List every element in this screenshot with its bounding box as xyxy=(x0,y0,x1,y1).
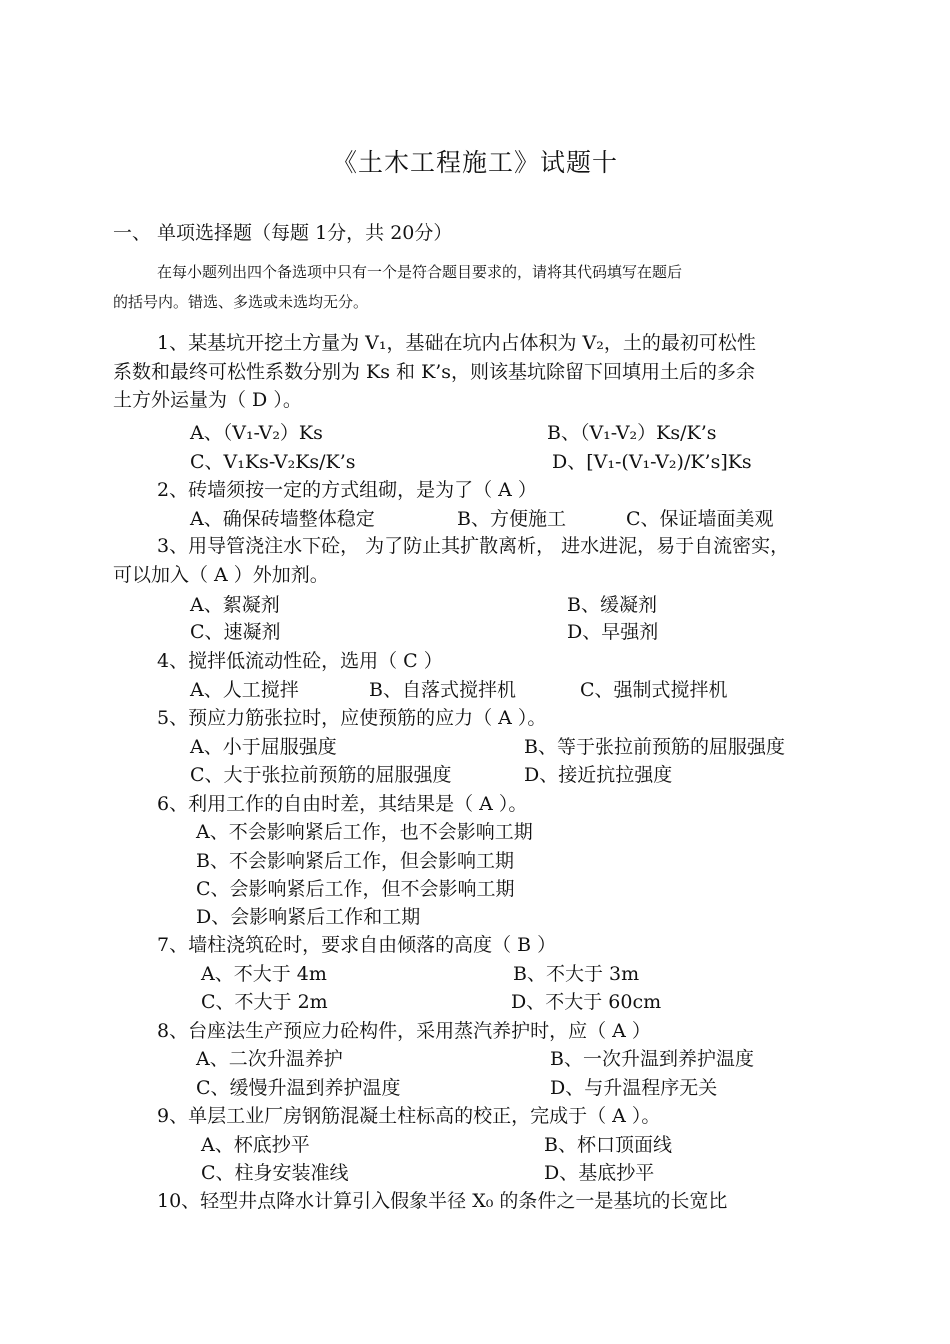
section-heading: 一、 单项选择题（每题 1分，共 20分） xyxy=(113,222,453,244)
q1-option-d: D、[V₁-(V₁-V₂)/K’s]Ks xyxy=(552,451,752,473)
q4-option-a: A、人工搅拌 xyxy=(190,679,299,701)
question-6: 6、利用工作的自由时差，其结果是（ A ）。 xyxy=(157,793,528,815)
q1-option-b: B、（V₁-V₂）Ks/K’s xyxy=(547,422,717,444)
q3-option-d: D、早强剂 xyxy=(567,621,659,643)
q8-option-d: D、与升温程序无关 xyxy=(550,1077,718,1099)
question-1-line-1: 1、某基坑开挖土方量为 V₁，基础在坑内占体积为 V₂，土的最初可松性 xyxy=(157,332,756,354)
q2-option-c: C、保证墙面美观 xyxy=(626,508,774,530)
question-1-line-2: 系数和最终可松性系数分别为 Ks 和 K’s，则该基坑除留下回填用土后的多余 xyxy=(113,360,756,383)
question-1-line-3: 土方外运量为（ D ）。 xyxy=(113,389,302,411)
question-10: 10、轻型井点降水计算引入假象半径 X₀ 的条件之一是基坑的长宽比 xyxy=(157,1190,728,1212)
question-2: 2、砖墙须按一定的方式组砌，是为了（ A ） xyxy=(157,479,537,501)
q2-option-b: B、方便施工 xyxy=(457,508,566,530)
q6-option-c: C、会影响紧后工作，但不会影响工期 xyxy=(196,878,515,900)
instructions-line-1: 在每小题列出四个备选项中只有一个是符合题目要求的，请将其代码填写在题后 xyxy=(157,263,683,281)
q6-option-a: A、不会影响紧后工作，也不会影响工期 xyxy=(196,821,533,843)
q5-option-b: B、等于张拉前预筋的屈服强度 xyxy=(524,736,785,758)
question-3 xyxy=(113,532,833,589)
question-7: 7、墙柱浇筑砼时，要求自由倾落的高度（ B ） xyxy=(157,934,557,956)
q7-option-d: D、不大于 60cm xyxy=(511,991,662,1013)
question-3-line-1: 3、用导管浇注水下砼， 为了防止其扩散离析， 进水进泥，易于自流密实， xyxy=(157,535,790,557)
page-title: 《土木工程施工》试题十 xyxy=(331,148,618,177)
q5-option-a: A、小于屈服强度 xyxy=(190,736,337,758)
instructions xyxy=(113,257,833,317)
q3-option-b: B、缓凝剂 xyxy=(567,594,657,616)
q6-option-d: D、会影响紧后工作和工期 xyxy=(196,906,421,928)
question-3-line-2: 可以加入（ A ）外加剂。 xyxy=(113,563,329,586)
q3-option-a: A、絮凝剂 xyxy=(190,594,280,616)
q9-option-c: C、柱身安装准线 xyxy=(201,1162,349,1184)
q2-option-a: A、确保砖墙整体稳定 xyxy=(190,508,375,530)
q8-option-a: A、二次升温养护 xyxy=(196,1048,343,1070)
question-9: 9、单层工业厂房钢筋混凝土柱标高的校正，完成于（ A ）。 xyxy=(157,1105,661,1127)
q1-option-a: A、（V₁-V₂）Ks xyxy=(190,422,323,444)
q6-option-b: B、不会影响紧后工作，但会影响工期 xyxy=(196,850,514,872)
q9-option-d: D、基底抄平 xyxy=(544,1162,655,1184)
q7-option-a: A、不大于 4m xyxy=(201,963,327,985)
q9-option-b: B、杯口顶面线 xyxy=(544,1134,672,1156)
q7-option-b: B、不大于 3m xyxy=(513,963,640,985)
instructions-line-2: 的括号内。错选、多选或未选均无分。 xyxy=(113,293,369,311)
q8-option-c: C、缓慢升温到养护温度 xyxy=(196,1077,401,1099)
q8-option-b: B、一次升温到养护温度 xyxy=(550,1048,754,1070)
q5-option-d: D、接近抗拉强度 xyxy=(524,764,673,786)
q7-option-c: C、不大于 2m xyxy=(201,991,328,1013)
q9-option-a: A、杯底抄平 xyxy=(201,1134,310,1156)
q1-option-c: C、V₁Ks-V₂Ks/K’s xyxy=(190,451,356,473)
question-4: 4、搅拌低流动性砼，选用（ C ） xyxy=(157,650,443,672)
question-8: 8、台座法生产预应力砼构件，采用蒸汽养护时，应（ A ） xyxy=(157,1020,651,1042)
q4-option-c: C、强制式搅拌机 xyxy=(580,679,728,701)
q3-option-c: C、速凝剂 xyxy=(190,621,281,643)
question-1 xyxy=(113,329,833,415)
question-5: 5、预应力筋张拉时，应使预筋的应力（ A ）。 xyxy=(157,707,547,729)
q4-option-b: B、自落式搅拌机 xyxy=(369,679,516,701)
q5-option-c: C、大于张拉前预筋的屈服强度 xyxy=(190,764,452,786)
